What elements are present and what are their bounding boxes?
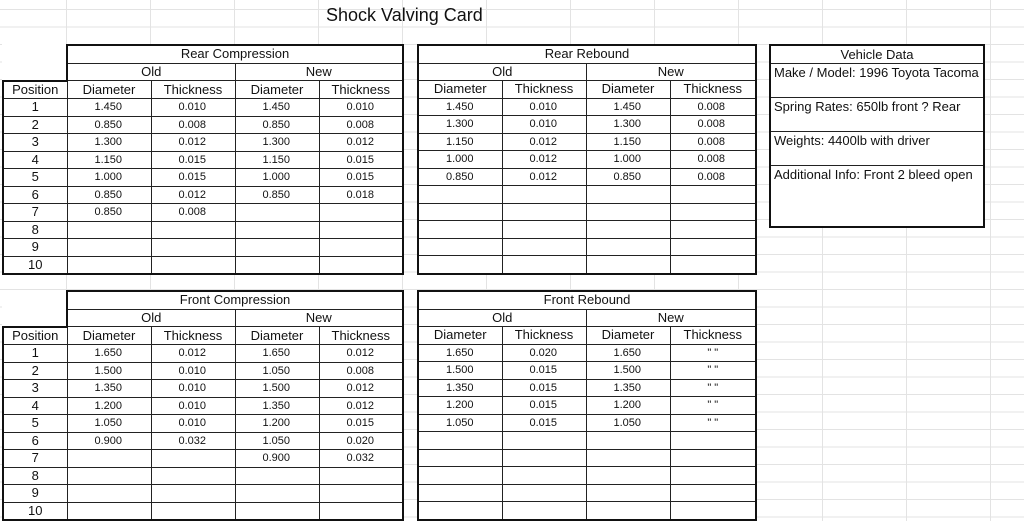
column-header-row xyxy=(418,81,756,99)
old-diameter-cell: 0.850 xyxy=(67,116,151,134)
old-diameter-cell: 1.000 xyxy=(418,151,502,169)
spring-rates-field: Spring Rates: 650lb front ? Rear xyxy=(771,98,983,132)
table-row xyxy=(418,186,756,204)
old-diameter-cell: 1.050 xyxy=(67,415,151,433)
new-diameter-cell: 1.350 xyxy=(235,397,319,415)
old-thickness-cell: 0.012 xyxy=(502,133,586,151)
old-diameter-cell xyxy=(418,467,502,485)
new-diameter-cell: 1.350 xyxy=(586,379,670,397)
new-thickness-cell: 0.008 xyxy=(319,116,403,134)
new-diameter-cell xyxy=(235,239,319,257)
old-thickness-cell: 0.012 xyxy=(502,168,586,186)
table-row xyxy=(3,432,403,450)
new-thickness-cell xyxy=(319,239,403,257)
old-thickness-cell: 0.020 xyxy=(502,344,586,362)
new-diameter-cell: 1.450 xyxy=(235,99,319,117)
position-cell: 4 xyxy=(3,151,67,169)
diameter-header: Diameter xyxy=(67,81,151,99)
old-diameter-cell: 1.000 xyxy=(67,169,151,187)
new-diameter-cell: 1.050 xyxy=(235,432,319,450)
table-row xyxy=(418,203,756,221)
diameter-header: Diameter xyxy=(586,81,670,99)
table-row xyxy=(3,450,403,468)
old-header: Old xyxy=(418,63,586,81)
new-thickness-cell: 0.012 xyxy=(319,134,403,152)
new-thickness-cell xyxy=(319,221,403,239)
thickness-header: Thickness xyxy=(319,81,403,99)
old-thickness-cell: 0.010 xyxy=(502,98,586,116)
old-diameter-cell xyxy=(418,238,502,256)
old-thickness-cell: 0.010 xyxy=(151,362,235,380)
new-diameter-cell: 1.500 xyxy=(586,362,670,380)
old-thickness-cell: 0.012 xyxy=(151,345,235,363)
table-row xyxy=(418,432,756,450)
old-diameter-cell: 1.050 xyxy=(418,414,502,432)
position-cell: 2 xyxy=(3,362,67,380)
new-diameter-cell xyxy=(586,467,670,485)
new-thickness-cell: " " xyxy=(670,344,756,362)
position-cell: 4 xyxy=(3,397,67,415)
table-row xyxy=(418,256,756,274)
position-cell: 8 xyxy=(3,221,67,239)
old-thickness-cell: 0.015 xyxy=(151,169,235,187)
old-diameter-cell xyxy=(67,239,151,257)
table-row xyxy=(418,449,756,467)
new-thickness-cell: " " xyxy=(670,362,756,380)
new-diameter-cell xyxy=(235,502,319,520)
old-thickness-cell xyxy=(151,239,235,257)
rear-compression-title: Rear Compression xyxy=(67,45,403,63)
table-row xyxy=(3,204,403,222)
new-thickness-cell: 0.020 xyxy=(319,432,403,450)
new-thickness-cell: 0.012 xyxy=(319,397,403,415)
new-thickness-cell: 0.008 xyxy=(670,168,756,186)
old-diameter-cell: 1.500 xyxy=(67,362,151,380)
position-cell: 3 xyxy=(3,134,67,152)
new-header: New xyxy=(235,63,403,81)
old-diameter-cell xyxy=(418,502,502,520)
old-thickness-cell xyxy=(502,221,586,239)
old-thickness-cell xyxy=(502,203,586,221)
new-thickness-cell: " " xyxy=(670,379,756,397)
front-rebound-title: Front Rebound xyxy=(418,291,756,309)
column-header-row xyxy=(418,327,756,345)
diameter-header: Diameter xyxy=(235,81,319,99)
old-thickness-cell: 0.008 xyxy=(151,116,235,134)
old-diameter-cell: 1.200 xyxy=(67,397,151,415)
diameter-header: Diameter xyxy=(418,81,502,99)
column-header-row xyxy=(3,81,403,99)
position-cell: 5 xyxy=(3,415,67,433)
old-header: Old xyxy=(67,63,235,81)
new-diameter-cell xyxy=(235,485,319,503)
new-diameter-cell: 1.150 xyxy=(235,151,319,169)
old-diameter-cell: 0.850 xyxy=(67,204,151,222)
old-thickness-cell xyxy=(502,449,586,467)
diameter-header: Diameter xyxy=(67,327,151,345)
old-thickness-cell: 0.012 xyxy=(151,134,235,152)
diameter-header: Diameter xyxy=(235,327,319,345)
old-thickness-cell: 0.010 xyxy=(502,116,586,134)
new-diameter-cell xyxy=(586,432,670,450)
new-diameter-cell: 1.050 xyxy=(586,414,670,432)
thickness-header: Thickness xyxy=(670,327,756,345)
table-row xyxy=(418,484,756,502)
new-thickness-cell xyxy=(670,432,756,450)
old-diameter-cell xyxy=(418,221,502,239)
position-cell: 8 xyxy=(3,467,67,485)
position-cell: 9 xyxy=(3,239,67,257)
diameter-header: Diameter xyxy=(586,327,670,345)
new-thickness-cell xyxy=(319,467,403,485)
new-diameter-cell xyxy=(586,221,670,239)
table-row xyxy=(3,502,403,520)
new-diameter-cell xyxy=(235,204,319,222)
new-diameter-cell: 1.150 xyxy=(586,133,670,151)
table-row xyxy=(418,238,756,256)
new-diameter-cell: 1.000 xyxy=(235,169,319,187)
old-thickness-cell: 0.010 xyxy=(151,415,235,433)
table-row xyxy=(3,415,403,433)
additional-info-field: Additional Info: Front 2 bleed open xyxy=(774,167,973,182)
new-diameter-cell xyxy=(235,256,319,274)
position-cell: 6 xyxy=(3,432,67,450)
new-thickness-cell: " " xyxy=(670,397,756,415)
new-thickness-cell xyxy=(670,502,756,520)
old-thickness-cell: 0.012 xyxy=(151,186,235,204)
new-thickness-cell xyxy=(670,203,756,221)
new-diameter-cell xyxy=(586,203,670,221)
table-row xyxy=(3,345,403,363)
old-diameter-cell xyxy=(418,432,502,450)
old-thickness-cell xyxy=(151,221,235,239)
new-thickness-cell: 0.008 xyxy=(670,133,756,151)
weights-field: Weights: 4400lb with driver xyxy=(771,132,983,166)
new-diameter-cell xyxy=(586,502,670,520)
table-row xyxy=(418,151,756,169)
table-row xyxy=(418,362,756,380)
old-thickness-cell xyxy=(151,256,235,274)
old-diameter-cell: 1.350 xyxy=(418,379,502,397)
old-thickness-cell xyxy=(151,450,235,468)
new-diameter-cell: 1.450 xyxy=(586,98,670,116)
new-thickness-cell xyxy=(670,186,756,204)
position-cell: 7 xyxy=(3,450,67,468)
old-thickness-cell xyxy=(502,432,586,450)
old-diameter-cell xyxy=(418,484,502,502)
new-header: New xyxy=(586,309,756,327)
new-thickness-cell: 0.008 xyxy=(670,151,756,169)
new-diameter-cell: 1.200 xyxy=(586,397,670,415)
thickness-header: Thickness xyxy=(502,81,586,99)
page-title: Shock Valving Card xyxy=(326,5,483,25)
old-diameter-cell xyxy=(67,502,151,520)
old-thickness-cell xyxy=(502,256,586,274)
old-thickness-cell: 0.008 xyxy=(151,204,235,222)
old-thickness-cell: 0.010 xyxy=(151,99,235,117)
table-row xyxy=(3,239,403,257)
old-diameter-cell: 1.350 xyxy=(67,380,151,398)
rear-compression-table xyxy=(2,44,404,275)
old-diameter-cell: 1.300 xyxy=(67,134,151,152)
front-compression-title: Front Compression xyxy=(67,291,403,309)
new-diameter-cell xyxy=(586,449,670,467)
old-diameter-cell xyxy=(418,256,502,274)
table-row xyxy=(418,379,756,397)
position-cell: 1 xyxy=(3,345,67,363)
old-thickness-cell: 0.010 xyxy=(151,380,235,398)
old-thickness-cell xyxy=(151,485,235,503)
new-header: New xyxy=(586,63,756,81)
table-row xyxy=(3,485,403,503)
table-row xyxy=(3,151,403,169)
old-diameter-cell: 0.850 xyxy=(67,186,151,204)
old-thickness-cell: 0.032 xyxy=(151,432,235,450)
table-row xyxy=(418,221,756,239)
old-diameter-cell xyxy=(67,256,151,274)
old-diameter-cell xyxy=(67,221,151,239)
position-cell: 10 xyxy=(3,502,67,520)
old-thickness-cell: 0.015 xyxy=(502,379,586,397)
new-thickness-cell: 0.012 xyxy=(319,380,403,398)
thickness-header: Thickness xyxy=(670,81,756,99)
new-diameter-cell: 1.300 xyxy=(586,116,670,134)
table-row xyxy=(418,116,756,134)
new-thickness-cell xyxy=(319,502,403,520)
old-diameter-cell: 1.650 xyxy=(418,344,502,362)
front-rebound-table xyxy=(417,290,757,521)
new-diameter-cell xyxy=(586,256,670,274)
new-thickness-cell: 0.018 xyxy=(319,186,403,204)
new-thickness-cell xyxy=(319,204,403,222)
old-thickness-cell xyxy=(502,502,586,520)
new-diameter-cell: 0.850 xyxy=(235,186,319,204)
new-thickness-cell: 0.008 xyxy=(670,98,756,116)
position-cell: 2 xyxy=(3,116,67,134)
table-row xyxy=(418,133,756,151)
old-thickness-cell: 0.010 xyxy=(151,397,235,415)
new-thickness-cell: 0.015 xyxy=(319,415,403,433)
position-cell: 1 xyxy=(3,99,67,117)
thickness-header: Thickness xyxy=(319,327,403,345)
old-diameter-cell: 1.500 xyxy=(418,362,502,380)
table-row xyxy=(418,344,756,362)
old-diameter-cell xyxy=(67,467,151,485)
table-row xyxy=(418,98,756,116)
new-diameter-cell: 1.650 xyxy=(586,344,670,362)
new-diameter-cell: 1.300 xyxy=(235,134,319,152)
new-thickness-cell xyxy=(670,467,756,485)
table-row xyxy=(3,256,403,274)
position-header: Position xyxy=(3,81,67,99)
old-diameter-cell: 0.900 xyxy=(67,432,151,450)
new-thickness-cell xyxy=(670,221,756,239)
old-diameter-cell xyxy=(67,450,151,468)
new-diameter-cell: 1.000 xyxy=(586,151,670,169)
new-thickness-cell: 0.012 xyxy=(319,345,403,363)
old-diameter-cell: 1.450 xyxy=(418,98,502,116)
new-diameter-cell: 1.500 xyxy=(235,380,319,398)
position-cell: 3 xyxy=(3,380,67,398)
old-diameter-cell xyxy=(67,485,151,503)
thickness-header: Thickness xyxy=(502,327,586,345)
new-diameter-cell xyxy=(235,221,319,239)
table-row xyxy=(418,467,756,485)
new-thickness-cell: 0.015 xyxy=(319,169,403,187)
new-diameter-cell: 0.850 xyxy=(235,116,319,134)
table-row xyxy=(3,221,403,239)
old-thickness-cell xyxy=(502,467,586,485)
thickness-header: Thickness xyxy=(151,327,235,345)
position-cell: 6 xyxy=(3,186,67,204)
new-diameter-cell: 0.850 xyxy=(586,168,670,186)
new-diameter-cell: 1.050 xyxy=(235,362,319,380)
make-model-field: Make / Model: 1996 Toyota Tacoma xyxy=(771,64,983,98)
table-row xyxy=(3,134,403,152)
position-cell: 5 xyxy=(3,169,67,187)
old-thickness-cell: 0.012 xyxy=(502,151,586,169)
new-header: New xyxy=(235,309,403,327)
new-thickness-cell xyxy=(319,485,403,503)
new-thickness-cell xyxy=(670,484,756,502)
table-row xyxy=(3,99,403,117)
new-diameter-cell xyxy=(586,484,670,502)
old-header: Old xyxy=(418,309,586,327)
table-row xyxy=(418,168,756,186)
vehicle-data-panel xyxy=(769,44,985,228)
new-thickness-cell xyxy=(670,449,756,467)
table-row xyxy=(3,116,403,134)
new-thickness-cell xyxy=(670,256,756,274)
position-cell: 7 xyxy=(3,204,67,222)
old-diameter-cell xyxy=(418,186,502,204)
old-thickness-cell xyxy=(151,502,235,520)
front-compression-table xyxy=(2,290,404,521)
old-diameter-cell: 1.450 xyxy=(67,99,151,117)
table-row xyxy=(3,467,403,485)
table-row xyxy=(3,397,403,415)
old-diameter-cell: 1.200 xyxy=(418,397,502,415)
table-row xyxy=(3,186,403,204)
old-thickness-cell xyxy=(502,484,586,502)
table-row xyxy=(418,502,756,520)
new-thickness-cell xyxy=(319,256,403,274)
table-row xyxy=(3,362,403,380)
old-diameter-cell: 1.150 xyxy=(67,151,151,169)
new-diameter-cell: 0.900 xyxy=(235,450,319,468)
old-diameter-cell xyxy=(418,203,502,221)
old-diameter-cell: 1.650 xyxy=(67,345,151,363)
old-diameter-cell: 0.850 xyxy=(418,168,502,186)
new-thickness-cell: 0.032 xyxy=(319,450,403,468)
new-thickness-cell xyxy=(670,238,756,256)
new-diameter-cell xyxy=(235,467,319,485)
diameter-header: Diameter xyxy=(418,327,502,345)
position-cell: 10 xyxy=(3,256,67,274)
new-thickness-cell: 0.010 xyxy=(319,99,403,117)
new-diameter-cell xyxy=(586,186,670,204)
table-row xyxy=(418,414,756,432)
old-diameter-cell xyxy=(418,449,502,467)
old-thickness-cell: 0.015 xyxy=(502,397,586,415)
old-header: Old xyxy=(67,309,235,327)
column-header-row xyxy=(3,327,403,345)
position-header: Position xyxy=(3,327,67,345)
old-thickness-cell xyxy=(151,467,235,485)
new-diameter-cell xyxy=(586,238,670,256)
thickness-header: Thickness xyxy=(151,81,235,99)
old-thickness-cell: 0.015 xyxy=(151,151,235,169)
new-thickness-cell: 0.015 xyxy=(319,151,403,169)
old-thickness-cell xyxy=(502,238,586,256)
new-thickness-cell: 0.008 xyxy=(319,362,403,380)
new-thickness-cell: 0.008 xyxy=(670,116,756,134)
new-diameter-cell: 1.650 xyxy=(235,345,319,363)
old-diameter-cell: 1.150 xyxy=(418,133,502,151)
new-thickness-cell: " " xyxy=(670,414,756,432)
old-thickness-cell: 0.015 xyxy=(502,362,586,380)
old-thickness-cell: 0.015 xyxy=(502,414,586,432)
table-row xyxy=(3,169,403,187)
position-cell: 9 xyxy=(3,485,67,503)
table-row xyxy=(3,380,403,398)
old-thickness-cell xyxy=(502,186,586,204)
rear-rebound-table xyxy=(417,44,757,275)
vehicle-data-title: Vehicle Data xyxy=(771,46,983,64)
new-diameter-cell: 1.200 xyxy=(235,415,319,433)
table-row xyxy=(418,397,756,415)
rear-rebound-title: Rear Rebound xyxy=(418,45,756,63)
old-diameter-cell: 1.300 xyxy=(418,116,502,134)
